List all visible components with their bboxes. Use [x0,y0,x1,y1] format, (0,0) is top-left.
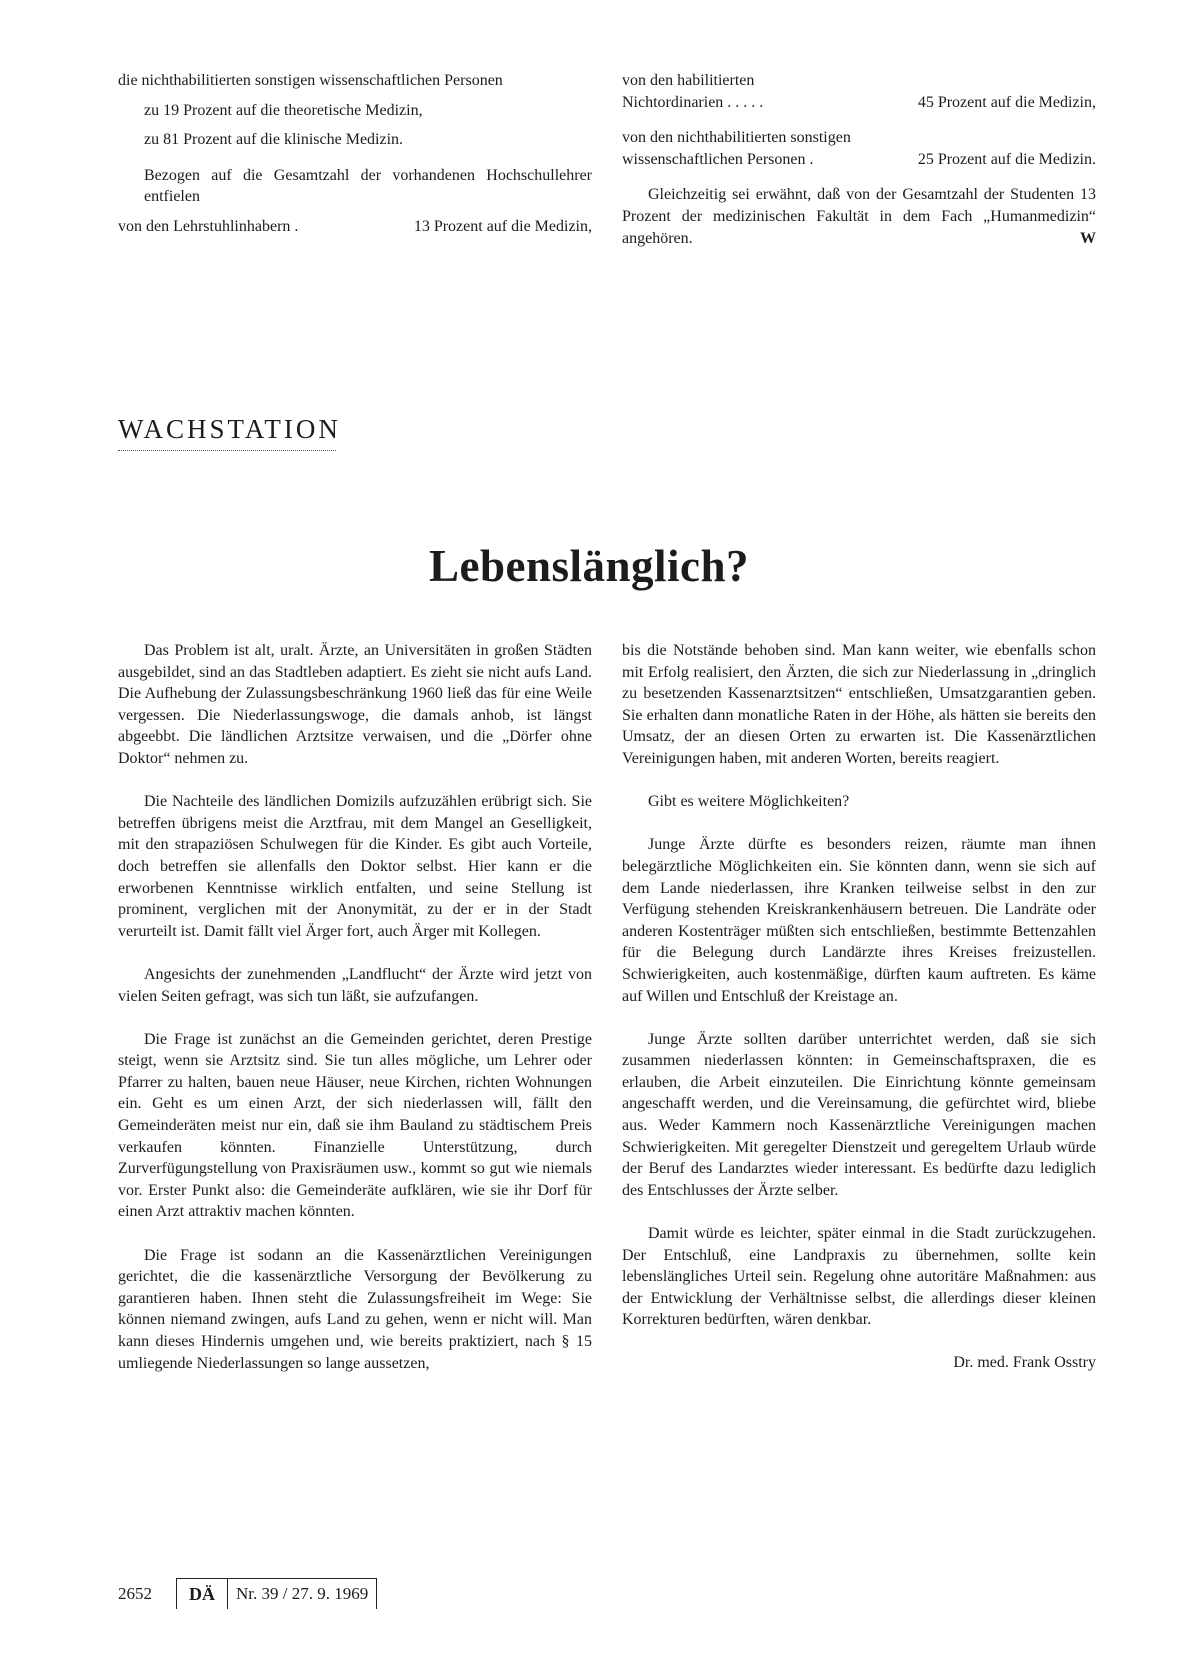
paragraph: Damit würde es leichter, später einmal in die Stadt zurückzugehen. Der Entschluß, eine Landpraxis zu übernehmen, sollte kein lebenslängliches Urteil sein. Regelung ohne autoritäre Maßnahmen: aus der Entwicklung der Verhältnisse selbst, die allerdings dieser kleinen Korrekturen bedürften, wären denkbar. [622,1225,1096,1329]
signature: W [1080,229,1096,247]
stat-value: 25 Prozent auf die Medizin. [917,150,1096,168]
article-left-column [118,640,592,1374]
section-rule [118,450,336,451]
page-number: 2652 [118,1583,152,1603]
paragraph: Die Nachteile des ländlichen Domizils aufzuzählen erübrigt sich. Sie betreffen übrigens meist die Arztfrau, mit dem Mangel an Geselligkeit, mit den strapaziösen Schulwegen für die Kinder. Es gibt auch Vorteile, doch betreffen sie allenfalls den Doktor selbst. Hier kann er die erworbenen Kenntnisse wirklich entfalten, und seine Stellung ist prominent, verglichen mit der Anonymität, zu der er in der Stadt verurteilt ist. Damit fällt viel Ärger fort, auch Ärger mit Kollegen. [118,793,592,940]
list-item: zu 19 Prozent auf die theoretische Medizin, [144,101,423,119]
list-item: zu 81 Prozent auf die klinische Medizin. [144,131,404,149]
issue-info: Nr. 39 / 27. 9. 1969 [236,1584,369,1603]
stat-row-heading: von den nichthabilitierten sonstigen [622,129,851,147]
article-title: Lebenslänglich? [428,541,750,591]
paragraph: Bezogen auf die Gesamtzahl der vorhandenen Hochschullehrer entfielen [144,166,592,206]
stat-row [622,149,1096,171]
stat-value: 13 Prozent auf die Medizin, [413,217,592,235]
section-heading: WACHSTATION [118,414,341,444]
paragraph: bis die Notstände behoben sind. Man kann weiter, wie ebenfalls schon mit Erfolg realisiert, den Ärzten, die sich zur Niederlassung in „dringlich zu besetzenden Kassenarztsitzen“ entschließen, Umsatzgarantien geben. Sie erhalten dann monatliche Raten in der Höhe, als hätten sie bereits den Umsatz, der an diesen Orten zu erwarten ist. Die Kassenärztlichen Vereinigungen haben, mit anderen Worten, bereits reagiert. [622,642,1096,767]
journal-logo: DÄ [177,1579,228,1609]
stat-label: Nichtordinarien . . . . . [622,93,764,111]
intro-line: die nichthabilitierten sonstigen wissenschaftlichen Personen [118,72,503,89]
stat-label: von den Lehrstuhlinhabern . [118,217,299,235]
stat-row [622,92,1096,114]
paragraph: Das Problem ist alt, uralt. Ärzte, an Universitäten in großen Städten ausgebildet, sind an das Stadtleben adaptiert. Es zieht sie nicht aufs Land. Die Aufhebung der Zulassungsbeschränkung 1960 ließ das für eine Weile vergessen. Die Niederlassungswoge, die damals anhob, ist längst abgeebbt. Die ländlichen Arztsitze verwaisen, und die „Dörfer ohne Doktor“ nehmen zu. [118,642,592,767]
stat-value: 45 Prozent auf die Medizin, [917,93,1096,111]
paragraph: Die Frage ist sodann an die Kassenärztlichen Vereinigungen gerichtet, die die kassenärztliche Versorgung der Bevölkerung zu garantieren haben. Ihnen steht die Zulassungsfreiheit im Wege: Sie können niemand zwingen, aufs Land zu gehen, wenn er nicht will. Man kann dieses Hindernis umgehen und, wie bereits praktiziert, nach § 15 umliegende Niederlassungen so lange aussetzen, [118,1246,592,1372]
continuation-right-column [622,70,1096,249]
stat-row-heading: von den habilitierten [622,72,755,89]
paragraph: Angesichts der zunehmenden „Landflucht“ der Ärzte wird jetzt von vielen Seiten gefragt, was sich tun läßt, sie aufzufangen. [118,965,592,1005]
journal-box [176,1578,377,1609]
paragraph: Die Frage ist zunächst an die Gemeinden gerichtet, deren Prestige steigt, wenn sie Arztsitz sind. Sie tun alles mögliche, um Lehrer oder Pfarrer zu halten, bauen neue Häuser, neue Kirchen, richten Wohnungen ein. Geht es um einen Arzt, der sich niederlassen will, fällt den Gemeinderäten meist nur ein, daß sie ihm Bauland zu städtischem Preis verkaufen könnten. Finanzielle Unterstützung, durch Zurverfügungstellung von Praxisräumen usw., kommt so gut wie niemals vor. Erster Punkt also: die Gemeinderäte aufklären, wie sie ihr Dorf für einen Arzt attraktiv machen könnten. [118,1030,592,1221]
article-right-column [622,640,1096,1374]
question-line: Gibt es weitere Möglichkeiten? [648,793,850,811]
stat-label: wissenschaftlichen Personen . [622,150,814,168]
continuation-left-column [118,70,592,238]
stat-row [118,216,592,238]
author-byline: Dr. med. Frank Osstry [953,1354,1096,1371]
paragraph: Junge Ärzte sollten darüber unterrichtet werden, daß sie sich zusammen niederlassen könnten: in Gemeinschaftspraxen, die es erlauben, die Arbeit einzuteilen. Die Einrichtung könnte gemeinsam angeschafft werden, und die Vereinsamung, die gefürchtet wird, bliebe aus. Weder Kammern noch Kassenärztliche Vereinigungen machen Schwierigkeiten. Mit geregelter Dienstzeit und geregeltem Urlaub würde der Beruf des Landarztes wieder interessant. Es bedürfte dazu lediglich des Entschlusses der Ärzte selber. [622,1030,1096,1199]
paragraph-text: Gleichzeitig sei erwähnt, daß von der Gesamtzahl der Studenten 13 Prozent der medizinischen Fakultät in dem Fach „Humanmedizin“ angehören. [622,186,1096,247]
paragraph [622,184,1096,249]
paragraph: Junge Ärzte dürfte es besonders reizen, räumte man ihnen belegärztliche Möglichkeiten ein. Sie könnten dann, wenn sie sich auf dem Lande niederlassen, ihre Kranken teilweise selbst in den zur Verfügung stehenden Kreiskrankenhäusern betreuen. Die Landräte oder anderen Kostenträger müßten sich entschließen, bestimmte Bettenzahlen für die Belegung durch Landärzte ihres Kreises freizustellen. Schwierigkeiten, auch kostenmäßige, dürften kaum auftreten. Es käme auf Willen und Entschluß der Kreistage an. [622,836,1096,1005]
page-footer [118,1578,377,1609]
